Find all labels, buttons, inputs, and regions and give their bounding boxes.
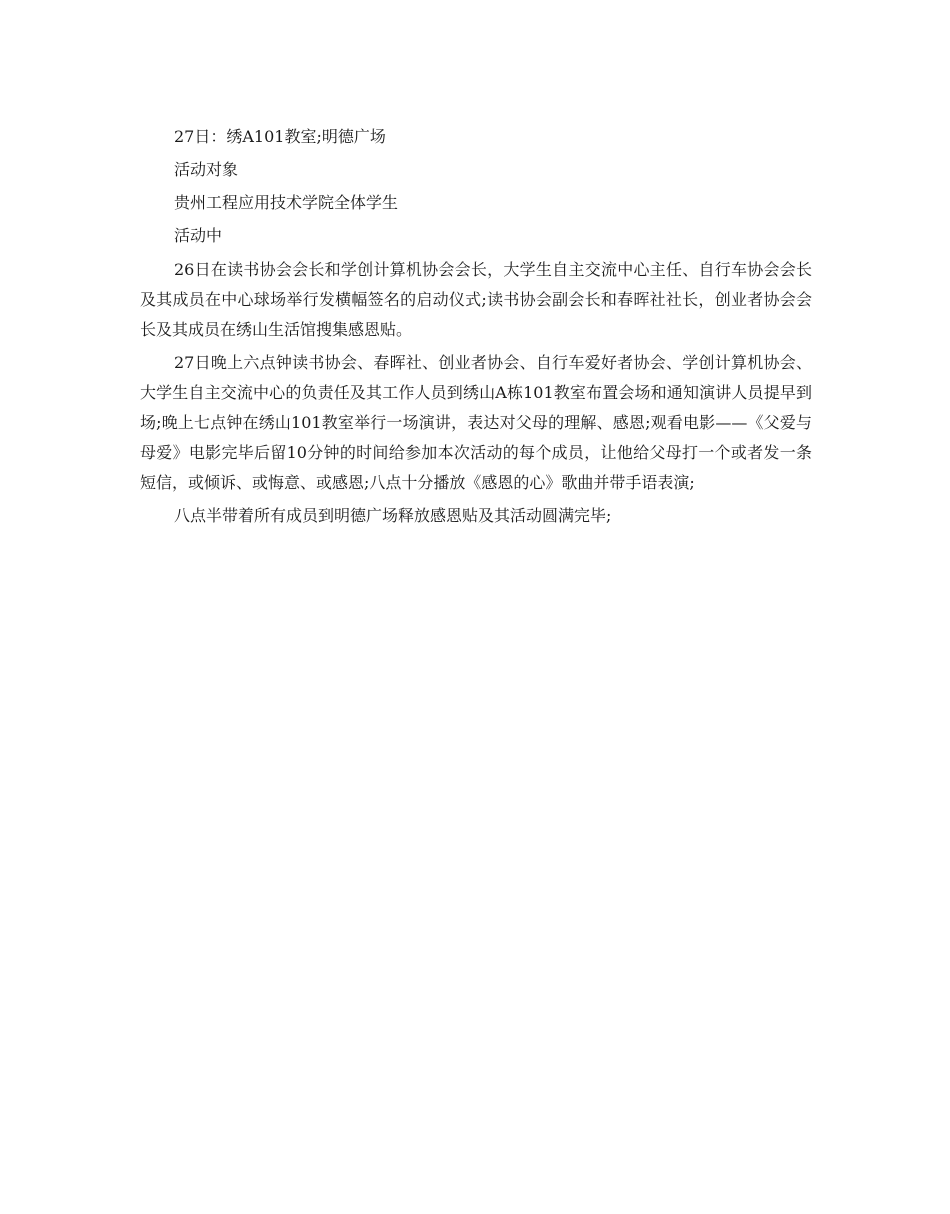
paragraph-day-27: 27日晚上六点钟读书协会、春晖社、创业者协会、自行车爱好者协会、学创计算机协会、大学生自主交流中心的负责任及其工作人员到绣山A栋101教室布置会场和通知演讲人员提早到场;晚上七点钟在绣山101教室举行一场演讲，表达对父母的理解、感恩;观看电影——《父爱与母爱》电影完毕后留10分钟的时间给参加本次活动的每个成员，让他给父母打一个或者发一条短信，或倾诉、或悔意、或感恩;八点十分播放《感恩的心》歌曲并带手语表演; xyxy=(140,353,812,492)
document-body xyxy=(140,120,812,531)
paragraph-target-heading: 活动对象 xyxy=(174,160,239,179)
paragraph-closing: 八点半带着所有成员到明德广场释放感恩贴及其活动圆满完毕; xyxy=(174,506,612,525)
paragraph-target-audience: 贵州工程应用技术学院全体学生 xyxy=(174,193,399,212)
paragraph-during-heading: 活动中 xyxy=(174,226,223,245)
paragraph-location: 27日：绣A101教室;明德广场 xyxy=(174,127,386,146)
paragraph-day-26: 26日在读书协会会长和学创计算机协会会长，大学生自主交流中心主任、自行车协会会长及其成员在中心球场举行发横幅签名的启动仪式;读书协会副会长和春晖社社长，创业者协会会长及其成员在绣山生活馆搜集感恩贴。 xyxy=(140,260,812,339)
